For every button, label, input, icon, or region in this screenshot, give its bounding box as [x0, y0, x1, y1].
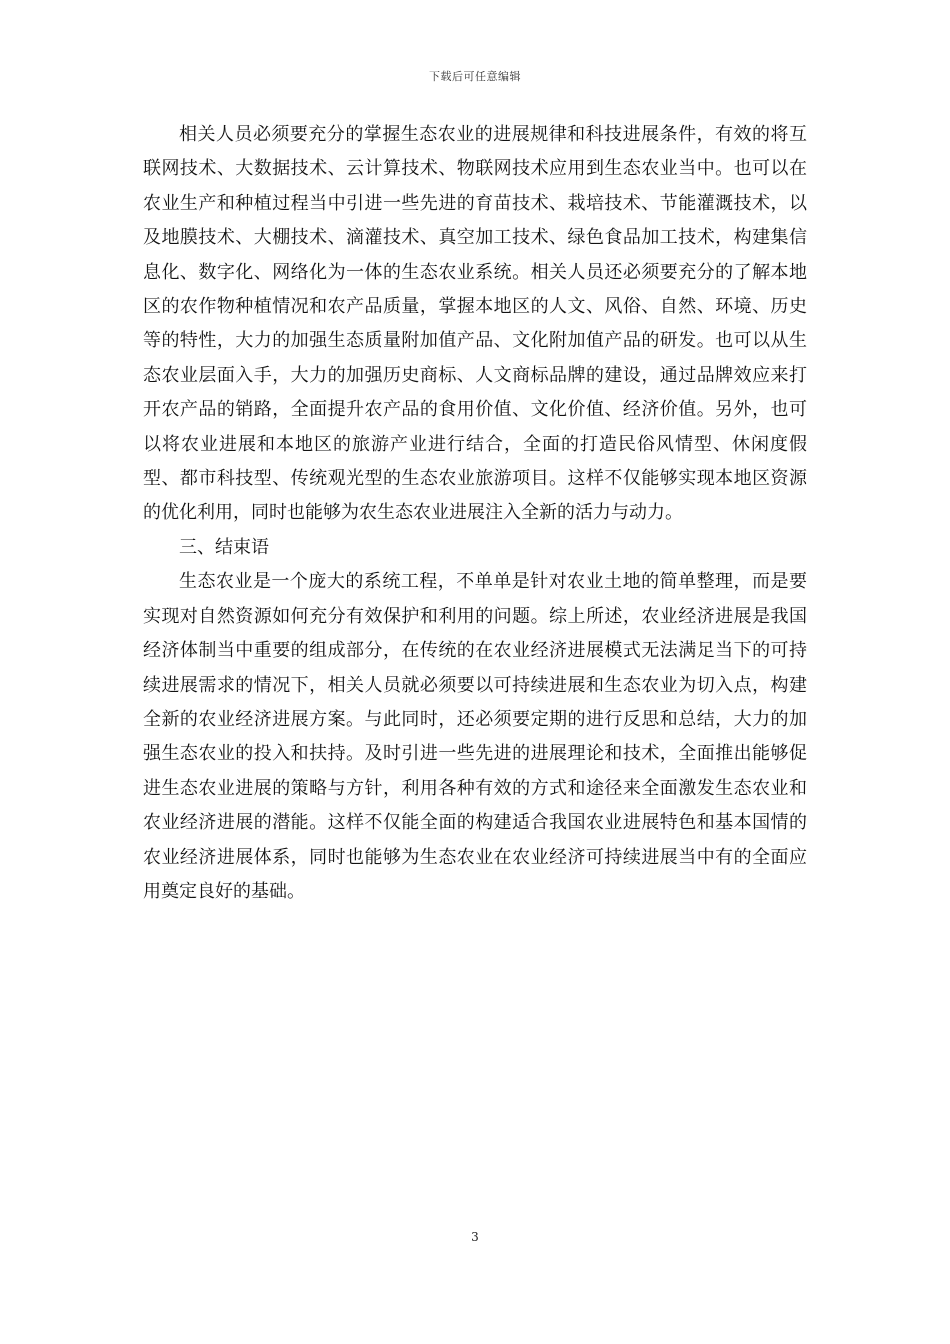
page-number: 3 — [471, 1230, 479, 1244]
document-body — [143, 118, 807, 909]
paragraph-body-2: 生态农业是一个庞大的系统工程，不单单是针对农业土地的简单整理，而是要实现对自然资源如何充分有效保护和利用的问题。综上所述，农业经济进展是我国经济体制当中重要的组成部分，在传统的在农业经济进展模式无法满足当下的可持续进展需求的情况下，相关人员就必须要以可持续进展和生态农业为切入点，构建全新的农业经济进展方案。与此同时，还必须要定期的进行反思和总结，大力的加强生态农业的投入和扶持。及时引进一些先进的进展理论和技术，全面推出能够促进生态农业进展的策略与方针，利用各种有效的方式和途径来全面激发生态农业和农业经济进展的潜能。这样不仅能全面的构建适合我国农业进展特色和基本国情的农业经济进展体系，同时也能够为生态农业在农业经济可持续进展当中有的全面应用奠定良好的基础。 — [143, 571, 807, 902]
section-heading-conclusion: 三、结束语 — [179, 536, 269, 558]
page-header: 下载后可任意编辑 — [429, 70, 521, 83]
paragraph-body-1: 相关人员必须要充分的掌握生态农业的进展规律和科技进展条件，有效的将互联网技术、大数据技术、云计算技术、物联网技术应用到生态农业当中。也可以在农业生产和种植过程当中引进一些先进的育苗技术、栽培技术、节能灌溉技术，以及地膜技术、大棚技术、滴灌技术、真空加工技术、绿色食品加工技术，构建集信息化、数字化、网络化为一体的生态农业系统。相关人员还必须要充分的了解本地区的农作物种植情况和农产品质量，掌握本地区的人文、风俗、自然、环境、历史等的特性，大力的加强生态质量附加值产品、文化附加值产品的研发。也可以从生态农业层面入手，大力的加强历史商标、人文商标品牌的建设，通过品牌效应来打开农产品的销路，全面提升农产品的食用价值、文化价值、经济价值。另外，也可以将农业进展和本地区的旅游产业进行结合，全面的打造民俗风情型、休闲度假型、都市科技型、传统观光型的生态农业旅游项目。这样不仅能够实现本地区资源的优化利用，同时也能够为农生态农业进展注入全新的活力与动力。 — [143, 124, 807, 524]
